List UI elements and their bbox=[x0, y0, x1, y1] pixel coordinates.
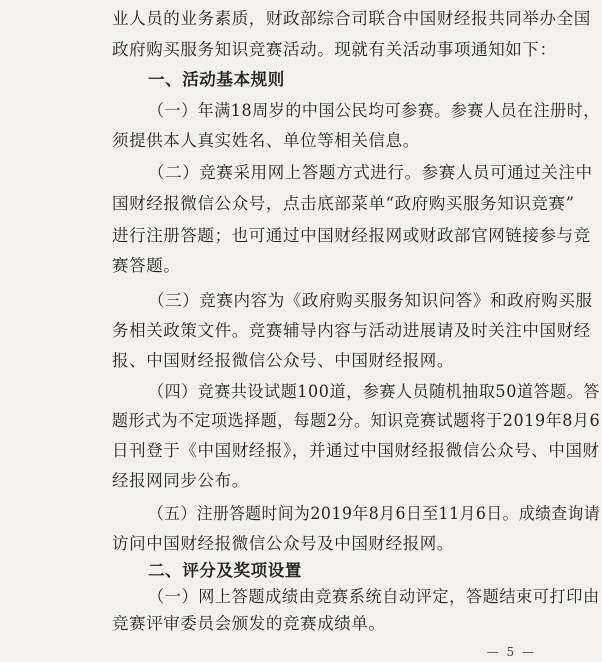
body-line: （一）网上答题成绩由竞赛系统自动评定，答题结束可打印由 bbox=[148, 587, 600, 606]
body-line: 日刊登于《中国财经报》，并通过中国财经报微信公众号、中国财 bbox=[112, 441, 600, 460]
body-line: 题形式为不定项选择题，每题2分。知识竞赛试题将于2019年8月6 bbox=[112, 411, 601, 430]
body-line: （三）竞赛内容为《政府购买服务知识问答》和政府购买服 bbox=[148, 291, 593, 310]
body-line: 进行注册答题；也可通过中国财经报网或财政部官网链接参与竞 bbox=[112, 226, 591, 245]
body-line: 须提供本人真实姓名、单位等相关信息。 bbox=[112, 131, 420, 150]
body-line: 访问中国财经报微信公众号及中国财经报网。 bbox=[112, 534, 454, 553]
body-line: 业人员的业务素质，财政部综合司联合中国财经报共同举办全国 bbox=[112, 9, 591, 28]
body-line: 务相关政策文件。竞赛辅导内容与活动进展请及时关注中国财经 bbox=[112, 321, 591, 340]
page-number: — 5 — bbox=[486, 645, 536, 659]
body-line: 政府购买服务知识竞赛活动。现就有关活动事项通知如下： bbox=[112, 40, 557, 59]
section-heading: 一、活动基本规则 bbox=[148, 70, 285, 89]
body-line: （一）年满18周岁的中国公民均可参赛。参赛人员在注册时， bbox=[148, 101, 600, 120]
section-heading: 二、评分及奖项设置 bbox=[148, 561, 302, 580]
body-line: （二）竞赛采用网上答题方式进行。参赛人员可通过关注中 bbox=[148, 163, 593, 182]
body-line: （四）竞赛共设试题100道，参赛人员随机抽取50道答题。答 bbox=[148, 382, 600, 401]
body-line: 经报网同步公布。 bbox=[112, 471, 249, 490]
body-line: 赛答题。 bbox=[112, 256, 181, 275]
body-line: 报、中国财经报微信公众号、中国财经报网。 bbox=[112, 351, 454, 370]
body-line: 国财经报微信公众号，点击底部菜单“政府购买服务知识竞赛” bbox=[112, 194, 575, 213]
body-line: （五）注册答题时间为2019年8月6日至11月6日。成绩查询请 bbox=[148, 504, 601, 523]
body-line: 竞赛评审委员会颁发的竞赛成绩单。 bbox=[112, 614, 386, 633]
